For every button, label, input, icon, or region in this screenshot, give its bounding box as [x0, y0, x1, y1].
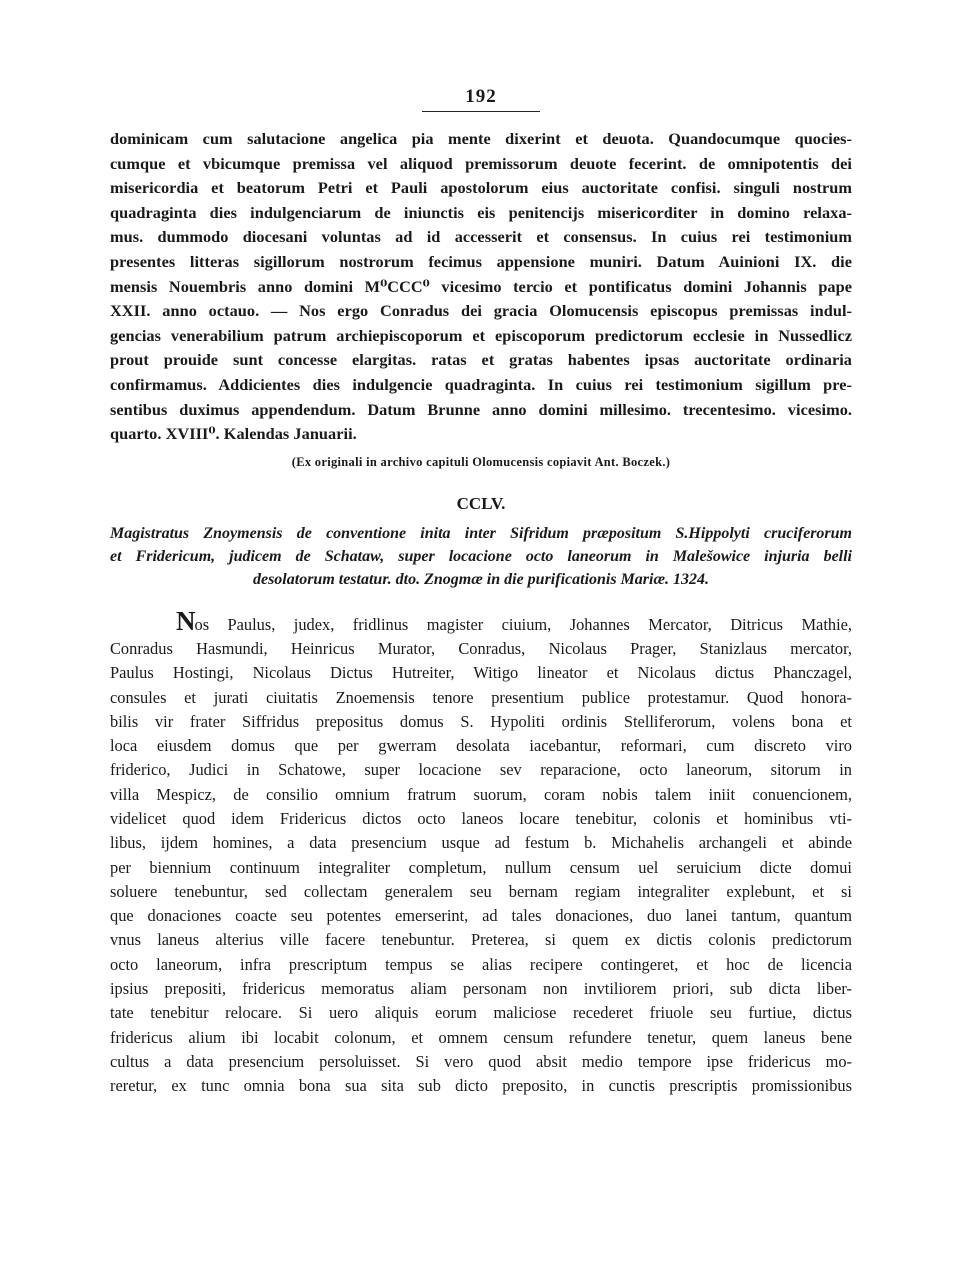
text-line: Conradus Hasmundi, Heinricus Murator, Conradus, Nicolaus Prager, Stanizlaus mercator,	[110, 638, 852, 658]
document-heading	[110, 522, 852, 592]
first-body-line	[110, 605, 852, 637]
text-line: mus. dummodo diocesani voluntas ad id accesserit et consensus. In cuius rei testimonium	[110, 227, 852, 247]
text-line: octo laneorum, infra prescriptum tempus se alias recipere contingeret, et hoc de licencia	[110, 954, 852, 974]
text-line: fridericus alium ibi locabit colonum, et omnem censum refundere tenetur, quem laneus bene	[110, 1027, 852, 1047]
text-line: dominicam cum salutacione angelica pia mente dixerint et deuota. Quandocumque quocies-	[110, 129, 852, 148]
text-line: villa Mespicz, de consilio omnium fratrum suorum, coram nobis talem iniit conuencionem,	[110, 784, 852, 804]
text-line: prout prouide sunt concesse elargitas. ratas et gratas habentes ipsas auctoritate ordinaria	[110, 350, 852, 370]
text-line: Paulus Hostingi, Nicolaus Dictus Hutreiter, Witigo lineator et Nicolaus dictus Phanczagel,	[110, 663, 852, 683]
heading-line: et Fridericum, judicem de Schataw, super locacione octo laneorum in Malešowice injuria belli	[110, 548, 852, 566]
text-line: sentibus duximus appendendum. Datum Brunne anno domini millesimo. trecentesimo. vicesimo.	[110, 399, 852, 419]
text-line: vnus laneus alterius ville facere tenebuntur. Preterea, si quem ex dictis colonis predictorum	[110, 930, 852, 950]
text-line: confirmamus. Addicientes dies indulgencie quadraginta. In cuius rei testimonium sigillum pre-	[110, 374, 852, 394]
text-line: per biennium continuum integraliter completum, nullum censum uel seruicium dicte domui	[110, 857, 852, 877]
text-line: consules et jurati ciuitatis Znoemensis tenore presentium publice protestamur. Quod honora-	[110, 687, 852, 707]
initial-letter: N	[176, 605, 195, 636]
text-line: quadraginta dies indulgenciarum de iniunctis eis penitencijs misericorditer in domino relaxa-	[110, 202, 852, 222]
text-line: presentes litteras sigillorum nostrorum fecimus appensione muniri. Datum Auinioni IX. die	[110, 251, 852, 271]
text-line: cultus a data presencium persoluisset. Si vero quod absit medio tempore ipse fridericus mo-	[110, 1051, 852, 1071]
page-number: 192	[465, 86, 497, 107]
text-line: reretur, ex tunc omnia bona sua sita sub dicto preposito, in cunctis prescriptis promissionibus	[110, 1076, 852, 1096]
document-body	[110, 605, 852, 1099]
text-line: bilis vir frater Siffridus prepositus domus S. Hypoliti ordinis Stelliferorum, volens bona et	[110, 711, 852, 731]
document-page	[110, 86, 852, 1099]
document-number: CCLV.	[456, 493, 506, 513]
text-line: videlicet quod idem Fridericus dictos octo laneos locare tenebitur, colonis et hominibus vti-	[110, 808, 852, 828]
text-line: misericordia et beatorum Petri et Pauli apostolorum eius auctoritate confisi. singuli nostrum	[110, 178, 852, 198]
text-line: loca eiusdem domus que per gwerram desolata iacebantur, reformari, cum discreto viro	[110, 736, 852, 756]
text-line: libus, ijdem homines, a data presencium usque ad festum b. Michahelis archangeli et abinde	[110, 833, 852, 853]
source-note: (Ex originali in archivo capituli Olomucensis copiavit Ant. Boczek.)	[291, 454, 671, 469]
heading-line: Magistratus Znoymensis de conventione inita inter Sifridum præpositum S.Hippolyti cruciferorum	[110, 524, 852, 542]
first-line-text: os Paulus, judex, fridlinus magister ciuium, Johannes Mercator, Ditricus Mathie,	[194, 614, 852, 634]
text-line: que donaciones coacte seu potentes emerserint, ad tales donaciones, duo lanei tantum, quantum	[110, 906, 852, 926]
text-line: soluere tenebuntur, sed collectam generalem seu bernam regiam integraliter explebunt, et si	[110, 881, 852, 901]
text-line: ipsius prepositi, fridericus memoratus aliam personam non invtiliorem priori, sub dicta liber-	[110, 979, 852, 999]
text-line: gencias venerabilium patrum archiepiscoporum et episcoporum predictorum ecclesie in Nussedlicz	[110, 325, 852, 345]
text-line: friderico, Judici in Schatowe, super locacione sev reparacione, octo laneorum, sitorum in	[110, 760, 852, 780]
text-line: mensis Nouembris anno domini M⁰CCC⁰ vicesimo tercio et pontificatus domini Johannis pape	[110, 276, 852, 296]
text-line: XXII. anno octauo. — Nos ergo Conradus dei gracia Olomucensis episcopus premissas indul-	[110, 301, 852, 321]
text-line: quarto. XVIII⁰. Kalendas Januarii.	[110, 424, 357, 444]
text-line: tate tenebitur relocare. Si uero aliquis eorum maliciose recederet friuole seu furtiue, dictus	[110, 1003, 852, 1023]
header-rule	[422, 111, 540, 113]
previous-document-text	[110, 127, 852, 447]
heading-line: desolatorum testatur. dto. Znogmæ in die purificationis Mariæ. 1324.	[252, 571, 710, 589]
text-line: cumque et vbicumque premissa vel aliquod premissorum deuote fecerint. de omnipotentis dei	[110, 153, 852, 173]
